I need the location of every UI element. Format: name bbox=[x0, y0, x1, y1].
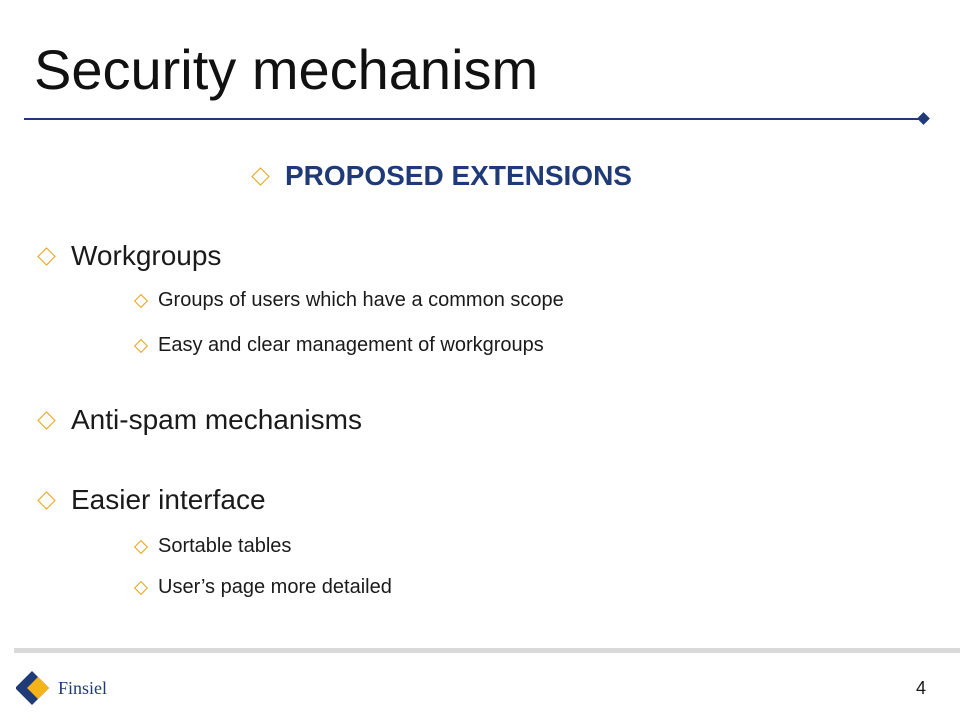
bullet-text: Easier interface bbox=[71, 484, 266, 515]
section-heading-text: PROPOSED EXTENSIONS bbox=[285, 160, 632, 191]
diamond-bullet-icon bbox=[134, 293, 148, 307]
bullet-anti-spam bbox=[38, 404, 362, 436]
sub-bullet-text: Easy and clear management of workgroups bbox=[158, 334, 544, 356]
section-heading bbox=[252, 160, 632, 192]
diamond-bullet-icon bbox=[134, 580, 148, 594]
sub-bullet-text: Groups of users which have a common scope bbox=[158, 289, 564, 311]
sub-bullet bbox=[134, 289, 564, 312]
diamond-bullet-icon bbox=[37, 411, 55, 429]
sub-bullet-text: Sortable tables bbox=[158, 535, 292, 557]
finsiel-logo bbox=[16, 668, 126, 708]
bullet-text: Workgroups bbox=[71, 240, 222, 271]
slide-title: Security mechanism bbox=[34, 38, 539, 101]
diamond-bullet-icon bbox=[134, 539, 148, 553]
sub-bullet bbox=[134, 535, 291, 558]
diamond-bullet-icon bbox=[37, 491, 55, 509]
bullet-easier-interface bbox=[38, 484, 266, 516]
logo-wordmark: Finsiel bbox=[58, 678, 108, 698]
diamond-bullet-icon bbox=[251, 167, 269, 185]
bullet-workgroups bbox=[38, 240, 221, 272]
sub-bullet bbox=[134, 576, 392, 599]
sub-bullet-text: User’s page more detailed bbox=[158, 576, 392, 598]
footer-bar bbox=[14, 648, 960, 653]
title-underline bbox=[24, 118, 922, 120]
diamond-bullet-icon bbox=[134, 338, 148, 352]
bullet-text: Anti-spam mechanisms bbox=[71, 404, 362, 435]
diamond-bullet-icon bbox=[37, 247, 55, 265]
sub-bullet bbox=[134, 334, 544, 357]
title-underline-diamond-icon bbox=[917, 112, 930, 125]
page-number: 4 bbox=[915, 678, 926, 698]
